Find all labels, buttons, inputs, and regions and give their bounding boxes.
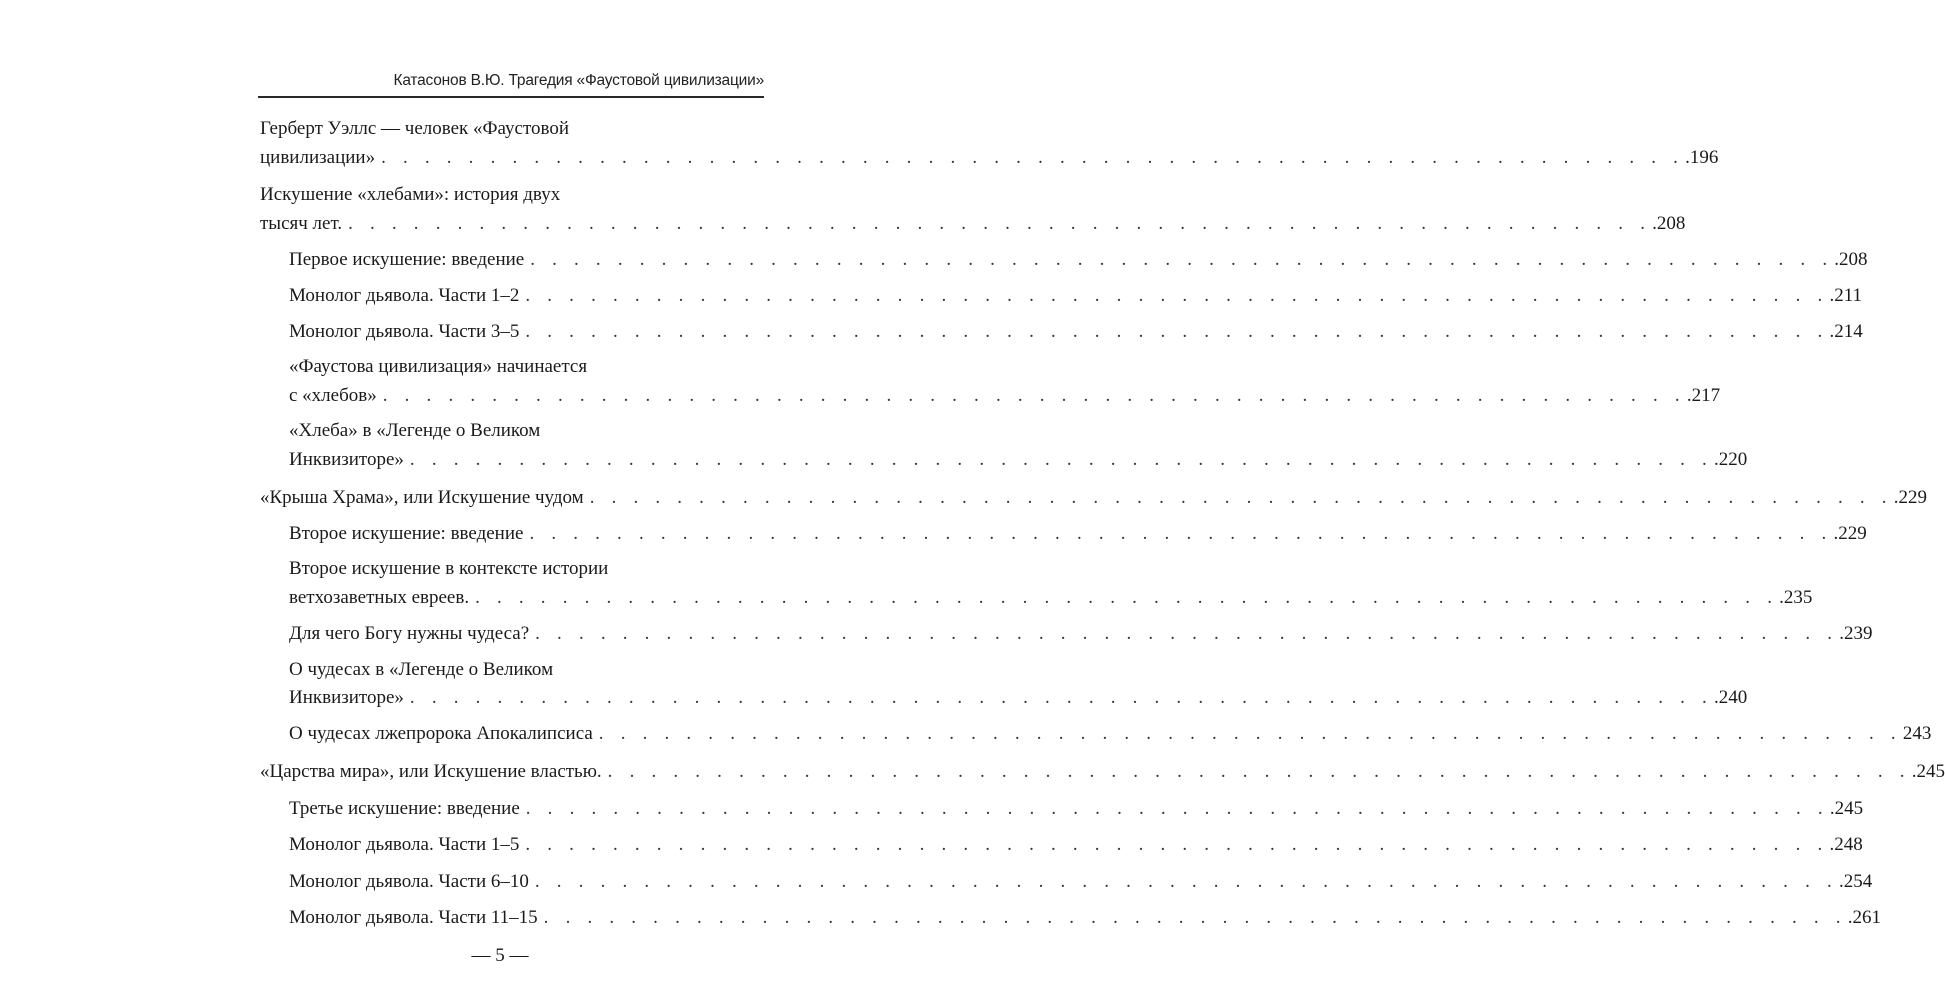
toc-page-number: .208 <box>1652 213 1686 234</box>
dot-leader: . . . . . . . . . . . . . . . . . . . . . . . . . . . . . . . . . . . . . . . . . . . . . . . . . . . . . . . . . . . . <box>529 523 1833 544</box>
dot-leader: . . . . . . . . . . . . . . . . . . . . . . . . . . . . . . . . . . . . . . . . . . . . . . . . . . . . . . . . . . . . <box>525 798 1829 819</box>
toc-entry <box>289 870 1873 894</box>
toc-page-number: .240 <box>1713 687 1748 708</box>
toc-entry-text: Инквизиторе» <box>289 449 404 470</box>
dot-leader: . . . . . . . . . . . . . . . . . . . . . . . . . . . . . . . . . . . . . . . . . . . . . . . . . . . . . . . . . . . . <box>598 723 1902 744</box>
toc-page-number: .245 <box>1829 798 1864 819</box>
toc-entry-text: ветхозаветных евреев. <box>289 587 470 608</box>
toc-entry-text: Третье искушение: введение <box>289 798 520 819</box>
toc-entry <box>289 622 1873 646</box>
dot-leader: . . . . . . . . . . . . . . . . . . . . . . . . . . . . . . . . . . . . . . . . . . . . . . . . . . . . . . . . . . . . <box>348 213 1652 234</box>
toc-entry-text: тысяч лет. <box>260 213 343 234</box>
toc-entry-text: «Хлеба» в «Легенде о Великом <box>289 420 541 441</box>
running-title: Катасонов В.Ю. Трагедия «Фаустовой цивилизации» <box>393 72 764 89</box>
toc-entry <box>289 248 1868 272</box>
toc-entry <box>289 522 1867 546</box>
toc-page-number: .214 <box>1829 321 1863 342</box>
dot-leader: . . . . . . . . . . . . . . . . . . . . . . . . . . . . . . . . . . . . . . . . . . . . . . . . . . . . . . . . . . . . <box>589 487 1893 508</box>
toc-page-number: .245 <box>1911 761 1945 782</box>
toc-entry-text: Инквизиторе» <box>289 687 404 708</box>
dot-leader: . . . . . . . . . . . . . . . . . . . . . . . . . . . . . . . . . . . . . . . . . . . . . . . . . . . . . . . . . . . . <box>534 871 1838 892</box>
toc-entry-text: Монолог дьявола. Части 3–5 <box>289 321 520 342</box>
dot-leader: . . . . . . . . . . . . . . . . . . . . . . . . . . . . . . . . . . . . . . . . . . . . . . . . . . . . . . . . . . . . <box>607 761 1911 782</box>
dot-leader: . . . . . . . . . . . . . . . . . . . . . . . . . . . . . . . . . . . . . . . . . . . . . . . . . . . . . . . . . . . . <box>525 834 1829 855</box>
toc-entry <box>289 722 1932 746</box>
toc-entry-text: «Крыша Храма», или Искушение чудом <box>260 487 584 508</box>
dot-leader: . . . . . . . . . . . . . . . . . . . . . . . . . . . . . . . . . . . . . . . . . . . . . . . . . . . . . . . . . . . . <box>530 249 1834 270</box>
dot-leader: . . . . . . . . . . . . . . . . . . . . . . . . . . . . . . . . . . . . . . . . . . . . . . . . . . . . . . . . . . . . <box>543 907 1847 928</box>
toc-entry <box>289 833 1863 857</box>
dot-leader: . . . . . . . . . . . . . . . . . . . . . . . . . . . . . . . . . . . . . . . . . . . . . . . . . . . . . . . . . . . . <box>409 687 1713 708</box>
toc-entry-text: Искушение «хлебами»: история двух <box>260 184 561 205</box>
toc-entry-text: Монолог дьявола. Части 11–15 <box>289 907 538 928</box>
toc-entry-text: «Фаустова цивилизация» начинается <box>289 356 588 377</box>
toc-entry-text: Герберт Уэллс — человек «Фаустовой <box>260 118 570 139</box>
toc-page-number: .254 <box>1838 871 1873 892</box>
toc-page-number: .217 <box>1686 385 1721 406</box>
toc-entry <box>260 486 1927 510</box>
page-number: — 5 — <box>471 945 529 966</box>
dot-leader: . . . . . . . . . . . . . . . . . . . . . . . . . . . . . . . . . . . . . . . . . . . . . . . . . . . . . . . . . . . . <box>525 285 1829 306</box>
toc-page-number: .261 <box>1847 907 1881 928</box>
toc-page-number: .208 <box>1834 249 1868 270</box>
dot-leader: . . . . . . . . . . . . . . . . . . . . . . . . . . . . . . . . . . . . . . . . . . . . . . . . . . . . . . . . . . . . <box>535 623 1839 644</box>
toc-page-number: .229 <box>1893 487 1927 508</box>
toc-entry-text: О чудесах в «Легенде о Великом <box>289 659 554 680</box>
dot-leader: . . . . . . . . . . . . . . . . . . . . . . . . . . . . . . . . . . . . . . . . . . . . . . . . . . . . . . . . . . . . <box>525 321 1829 342</box>
toc-entry <box>289 686 1748 710</box>
toc-entry-text: Монолог дьявола. Части 6–10 <box>289 871 529 892</box>
dot-leader: . . . . . . . . . . . . . . . . . . . . . . . . . . . . . . . . . . . . . . . . . . . . . . . . . . . . . . . . . . . . <box>382 385 1686 406</box>
toc-page-number: .239 <box>1839 623 1873 644</box>
dot-leader: . . . . . . . . . . . . . . . . . . . . . . . . . . . . . . . . . . . . . . . . . . . . . . . . . . . . . . . . . . . . <box>381 147 1685 168</box>
toc-entry <box>289 586 1813 610</box>
toc-page-number: .211 <box>1829 285 1862 306</box>
toc-entry <box>289 906 1881 930</box>
toc-entry-text: цивилизации» <box>260 147 376 168</box>
toc-page-number: .248 <box>1829 834 1863 855</box>
dot-leader: . . . . . . . . . . . . . . . . . . . . . . . . . . . . . . . . . . . . . . . . . . . . . . . . . . . . . . . . . . . . <box>409 449 1713 470</box>
toc-entry-text: «Царства мира», или Искушение властью. <box>260 761 602 782</box>
toc-entry-text: О чудесах лжепророка Апокалипсиса <box>289 723 593 744</box>
toc-page-number: 243 <box>1902 723 1932 744</box>
toc-entry <box>289 384 1721 408</box>
toc-entry <box>260 146 1719 170</box>
toc-page-number: .220 <box>1713 449 1748 470</box>
toc-entry <box>289 448 1748 472</box>
toc-entry <box>260 212 1686 236</box>
toc-entry-text: Второе искушение: введение <box>289 523 524 544</box>
toc-entry <box>260 760 1945 784</box>
toc-entry-text: Монолог дьявола. Части 1–5 <box>289 834 520 855</box>
toc-entry-text: Первое искушение: введение <box>289 249 525 270</box>
toc-page-number: .235 <box>1779 587 1813 608</box>
toc-entry <box>289 320 1863 344</box>
dot-leader: . . . . . . . . . . . . . . . . . . . . . . . . . . . . . . . . . . . . . . . . . . . . . . . . . . . . . . . . . . . . <box>475 587 1779 608</box>
toc-page-number: .229 <box>1833 523 1867 544</box>
toc-entry <box>289 284 1862 308</box>
toc-page-number: .196 <box>1685 147 1719 168</box>
toc-entry-text: Для чего Богу нужны чудеса? <box>289 623 530 644</box>
toc-entry <box>289 797 1864 821</box>
toc-entry-text: Монолог дьявола. Части 1–2 <box>289 285 520 306</box>
toc-entry-text: с «хлебов» <box>289 385 377 406</box>
toc-entry-text: Второе искушение в контексте истории <box>289 558 609 579</box>
